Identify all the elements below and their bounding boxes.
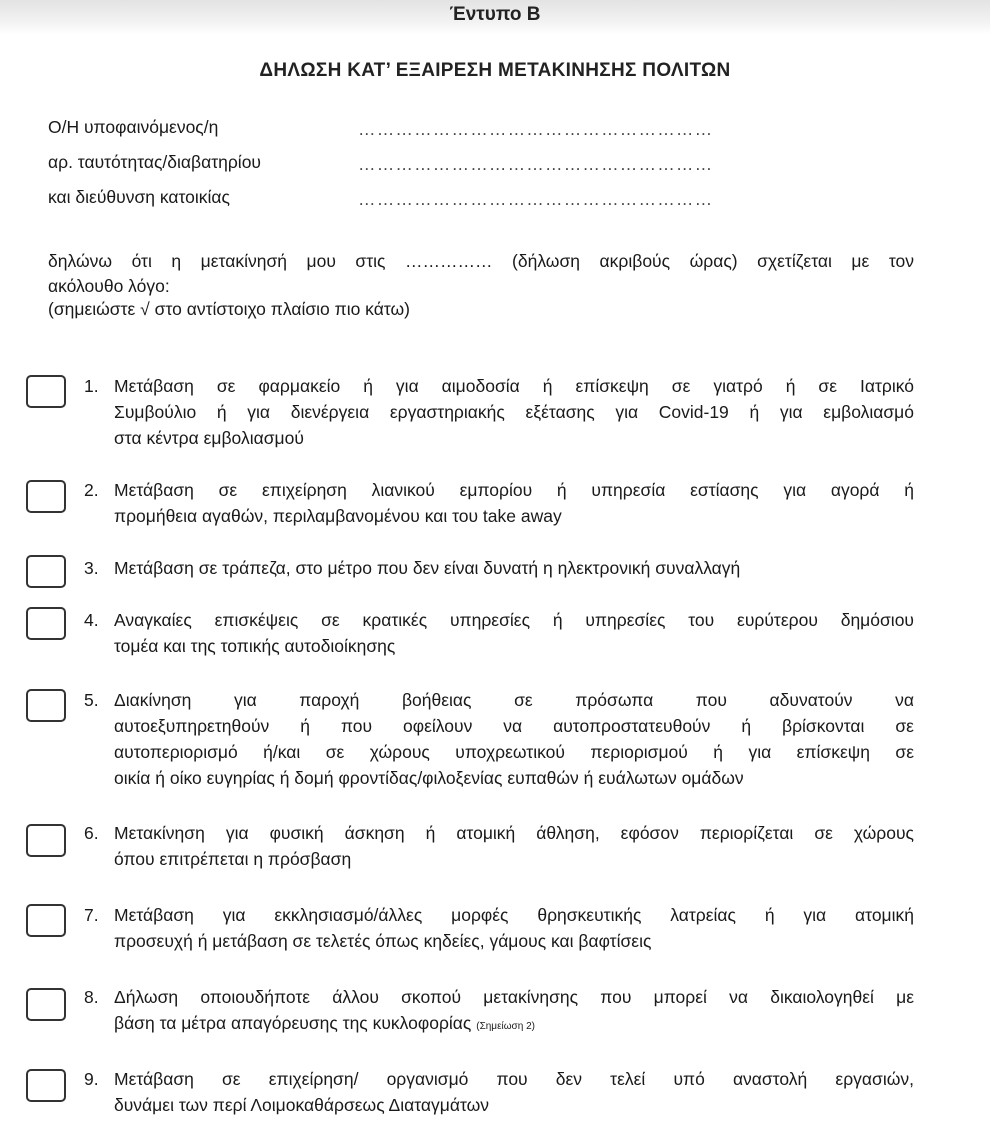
note-reference: (Σημείωση 2) xyxy=(476,1021,535,1032)
option-9-number: 9. xyxy=(84,1069,99,1089)
id-field-blank[interactable]: ………………………………………………… xyxy=(358,154,714,174)
page-title: ΔΗΛΩΣΗ ΚΑΤ’ ΕΞΑΙΡΕΣΗ ΜΕΤΑΚΙΝΗΣΗΣ ΠΟΛΙΤΩΝ xyxy=(259,60,731,81)
option-5-number: 5. xyxy=(84,690,99,710)
option-line: αυτοεξυπηρετηθούν ή που οφείλουν να αυτοπροστατευθούν ή βρίσκονται σε xyxy=(114,716,914,736)
option-line: Συμβούλιο ή για διενέργεια εργαστηριακής εξέτασης για Covid-19 ή για εμβολιασμό xyxy=(114,402,914,422)
option-7-checkbox[interactable] xyxy=(26,904,66,937)
declaration-line-1: δηλώνω ότι η μετακίνησή μου στις …………… (δήλωση ακριβούς ώρας) σχετίζεται με τον xyxy=(48,251,914,271)
option-3-number: 3. xyxy=(84,558,99,578)
option-line: Δήλωση οποιουδήποτε άλλου σκοπού μετακίνησης που μπορεί να δικαιολογηθεί με xyxy=(114,987,914,1007)
name-field-blank[interactable]: ………………………………………………… xyxy=(358,119,714,139)
option-line: Διακίνηση για παροχή βοήθειας σε πρόσωπα που αδυνατούν να xyxy=(114,690,914,710)
name-field-label: Ο/Η υποφαινόμενος/η xyxy=(48,117,219,137)
option-line: όπου επιτρέπεται η πρόσβαση xyxy=(114,849,352,869)
option-2-text xyxy=(114,477,914,529)
option-line: Μετάβαση σε φαρμακείο ή για αιμοδοσία ή επίσκεψη σε γιατρό ή σε Ιατρικό xyxy=(114,376,914,396)
option-2-number: 2. xyxy=(84,480,99,500)
option-1-text xyxy=(114,373,914,451)
option-4-text xyxy=(114,607,914,659)
option-5-text xyxy=(114,687,914,791)
option-3-text xyxy=(114,555,914,581)
option-1-checkbox[interactable] xyxy=(26,375,66,408)
option-line: Μετάβαση σε επιχείρηση/ οργανισμό που δεν τελεί υπό αναστολή εργασιών, xyxy=(114,1069,914,1089)
option-line: δυνάμει των περί Λοιμοκαθάρσεως Διαταγμάτων xyxy=(114,1095,490,1115)
option-line xyxy=(114,1010,914,1040)
option-8-text xyxy=(114,984,914,1040)
option-line: τομέα και της τοπικής αυτοδιοίκησης xyxy=(114,636,396,656)
option-7-text xyxy=(114,902,914,954)
option-line: στα κέντρα εμβολιασμού xyxy=(114,428,304,448)
option-line: Μετάβαση σε επιχείρηση λιανικού εμπορίου ή υπηρεσία εστίασης για αγορά ή xyxy=(114,480,914,500)
address-field-label: και διεύθυνση κατοικίας xyxy=(48,187,230,207)
option-8-checkbox[interactable] xyxy=(26,988,66,1021)
option-line: Μετακίνηση για φυσική άσκηση ή ατομική άθληση, εφόσον περιορίζεται σε χώρους xyxy=(114,823,914,843)
option-line: προμήθεια αγαθών, περιλαμβανομένου και του take away xyxy=(114,506,562,526)
option-9-text xyxy=(114,1066,914,1118)
option-1-number: 1. xyxy=(84,376,99,396)
option-line: αυτοπεριορισμό ή/και σε χώρους υποχρεωτικού περιορισμού ή για επίσκεψη σε xyxy=(114,742,914,762)
form-label: Έντυπο Β xyxy=(449,4,541,25)
option-line: Μετάβαση σε τράπεζα, στο μέτρο που δεν είναι δυνατή η ηλεκτρονική συναλλαγή xyxy=(114,558,741,578)
option-2-checkbox[interactable] xyxy=(26,480,66,513)
declaration-instruction: (σημειώστε √ στο αντίστοιχο πλαίσιο πιο κάτω) xyxy=(48,299,410,319)
option-9-checkbox[interactable] xyxy=(26,1069,66,1102)
option-4-number: 4. xyxy=(84,610,99,630)
option-8-number: 8. xyxy=(84,987,99,1007)
option-4-checkbox[interactable] xyxy=(26,607,66,640)
option-line: προσευχή ή μετάβαση σε τελετές όπως κηδείες, γάμους και βαφτίσεις xyxy=(114,931,652,951)
option-5-checkbox[interactable] xyxy=(26,689,66,722)
address-field-blank[interactable]: ………………………………………………… xyxy=(358,189,714,209)
option-7-number: 7. xyxy=(84,905,99,925)
option-3-checkbox[interactable] xyxy=(26,555,66,588)
option-line: Μετάβαση για εκκλησιασμό/άλλες μορφές θρησκευτικής λατρείας ή για ατομική xyxy=(114,905,914,925)
option-6-number: 6. xyxy=(84,823,99,843)
option-6-text xyxy=(114,820,914,872)
option-8-line-2: βάση τα μέτρα απαγόρευσης της κυκλοφορίας xyxy=(114,1013,472,1033)
option-line: Αναγκαίες επισκέψεις σε κρατικές υπηρεσίες ή υπηρεσίες του ευρύτερου δημόσιου xyxy=(114,610,914,630)
id-field-label: αρ. ταυτότητας/διαβατηρίου xyxy=(48,152,261,172)
option-6-checkbox[interactable] xyxy=(26,824,66,857)
option-line: οικία ή οίκο ευγηρίας ή δομή φροντίδας/φιλοξενίας ευπαθών ή ευάλωτων ομάδων xyxy=(114,768,744,788)
declaration-line-2: ακόλουθο λόγο: xyxy=(48,276,170,296)
